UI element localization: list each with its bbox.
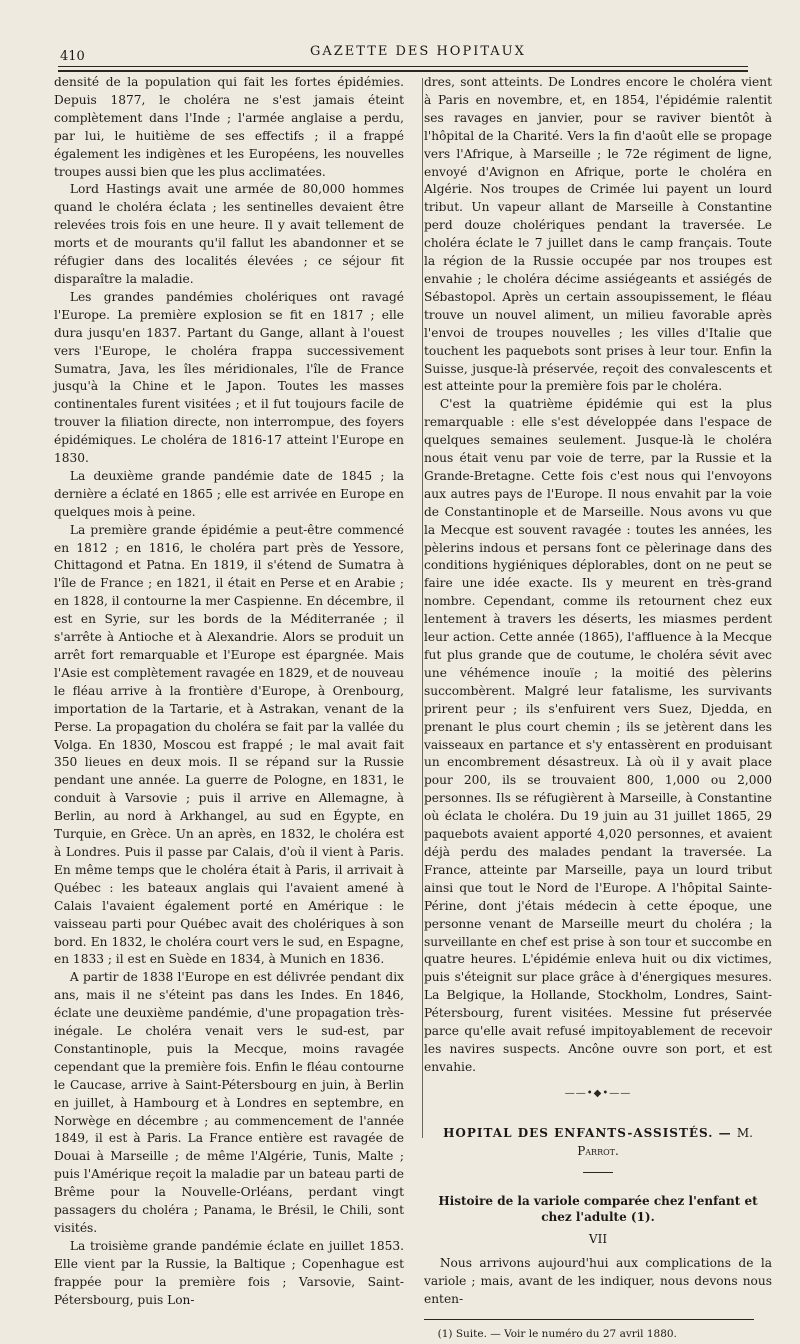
paragraph: La troisième grande pandémie éclate en juillet 1853. Elle vient par la Russie, la Baltique ; Copenhague est frappée pour la première fois ; Varsovie, Saint-Pétersbourg, puis Lon-	[54, 1238, 404, 1307]
header-rule	[58, 66, 748, 67]
paragraph: La première grande épidémie a peut-être commencé en 1812 ; en 1816, le choléra part près de Yessore, Chittagond et Patna. En 1819, il s'étend de Sumatra à l'île de France ; en 1821, il était en Perse et en Arabie ; en 1828, il contourne la mer Caspienne. En décembre, il est en Syrie, sur les bords de la Méditerranée ; il s'arrête à Antioche et à Alexandrie. Alors se produit un arrêt fort remarquable et l'Europe est épargnée. Mais l'Asie est complètement ravagée en 1829, et de nouveau le fléau arrive à la frontière d'Europe, à Orenbourg, importation de la Tartarie, et à Astrakan, venant de la Perse. La propagation du choléra se fait par la vallée du Volga. En 1830, Moscou est frappé ; le mal avait fait 350 lieues en deux mois. Il se répand sur la Russie pendant une année. La guerre de Pologne, en 1831, le conduit à Varsovie ; puis il arrive en Allemagne, à Berlin, au nord à Arkhangel, au sud en Égypte, en Turquie, en Grèce. Un an après, en 1832, le choléra est à Londres. Puis il passe par Calais, d'où il vient à Paris. En même temps que le choléra était à Paris, il arrivait à Québec : les bateaux anglais qui l'avaient amené à Calais l'avaient également porté en Amérique : le vaisseau parti pour Québec avait des cholériques à son bord. En 1832, le choléra court vers le sud, en Espagne, en 1833 ; il est en Suède en 1834, à Munich en 1836.	[54, 522, 404, 967]
section-heading	[424, 1125, 772, 1161]
ornamental-separator: ——•◆•——	[564, 1087, 632, 1099]
footnote: (1) Suite. — Voir le numéro du 27 avril 1880.	[437, 1328, 677, 1341]
article-title: Histoire de la variole comparée chez l'enfant et chez l'adulte (1).	[438, 1194, 758, 1225]
page-number: 410	[60, 49, 85, 64]
paragraph: Les grandes pandémies cholériques ont ravagé l'Europe. La première explosion se fit en 1817 ; elle dura jusqu'en 1837. Partant du Gange, allant à l'ouest vers l'Europe, le choléra frappa successivement Sumatra, Java, les îles méridionales, l'île de France jusqu'à la Chine et le Japon. Toutes les masses continentales furent visitées ; et il fut toujours facile de trouver la filiation directe, non interrompue, des foyers épidémiques. Le choléra de 1816-17 atteint l'Europe en 1830.	[54, 289, 404, 466]
left-column	[54, 74, 404, 1310]
paragraph: densité de la population qui fait les fortes épidémies. Depuis 1877, le choléra ne s'est jamais éteint complètement dans l'Inde ; l'armée anglaise a perdu, par lui, le huitième de ses effectifs ; il a frappé également les indigènes et les Européens, les nouvelles troupes aussi bien que les plus acclimatées.	[54, 75, 404, 179]
column-divider	[422, 78, 423, 1138]
part-number: VII	[588, 1232, 608, 1247]
section-author: M. Parrot.	[577, 1125, 753, 1158]
paragraph: La deuxième grande pandémie date de 1845 ; la dernière a éclaté en 1865 ; elle est arrivée en Europe en quelques mois à peine.	[54, 468, 404, 519]
paragraph: Lord Hastings avait une armée de 80,000 hommes quand le choléra éclata ; les sentinelles devaient être relevées trois fois en une heure. Il y avait tellement de morts et de mourants qu'il fallut les abandonner et se réfugier dans des localités élevées ; ce séjour fit disparaître la maladie.	[54, 182, 404, 286]
short-rule	[583, 1172, 613, 1173]
paragraph: dres, sont atteints. De Londres encore le choléra vient à Paris en novembre, et, en 1854, l'épidémie ralentit ses ravages en janvier, pour se raviver bientôt à l'hôpital de la Charité. Vers la fin d'août elle se propage vers l'Afrique, à Marseille ; le 72e régiment de ligne, envoyé d'Avignon en Afrique, porte le choléra en Algérie. Nos troupes de Crimée lui payent un lourd tribut. Un vapeur allant de Marseille à Constantine perd douze cholériques pendant la traversée. Le choléra éclate le 7 juillet dans le camp français. Toute la région de la Russie occupée par nos troupes est envahie ; le choléra décime assiégeants et assiégés de Sébastopol. Après un certain assoupissement, le fléau trouve un nouvel aliment, un milieu favorable après l'envoi de troupes nouvelles ; les villes d'Italie que touchent les paquebots sont prises à leur tour. Enfin la Suisse, jusque-là préservée, reçoit des convalescents et est atteinte pour la première fois par le choléra.	[424, 75, 772, 394]
paragraph: A partir de 1838 l'Europe en est délivrée pendant dix ans, mais il ne s'éteint pas dans les Indes. En 1846, éclate une deuxième pandémie, d'une propagation très-inégale. Le choléra venait vers le sud-est, par Constantinople, puis la Mecque, moins ravagée cependant que la première fois. Enfin le fléau contourne le Caucase, arrive à Saint-Pétersbourg en juin, à Berlin en juillet, à Hambourg et à Londres en septembre, en Norwège en décembre ; au commencement de l'année 1849, il est à Paris. La France entière est ravagée de Douai à Marseille ; de même l'Algérie, Tunis, Malte ; puis l'Amérique reçoit la maladie par un bateau parti de Brême pour la Nouvelle-Orléans, perdant vingt passagers du choléra ; Panama, le Brésil, le Chili, sont visités.	[54, 970, 404, 1235]
paragraph: Nous arrivons aujourd'hui aux complications de la variole ; mais, avant de les indiquer, nous devons nous enten-	[424, 1256, 772, 1307]
right-column	[424, 74, 772, 1344]
running-title: GAZETTE DES HOPITAUX	[310, 44, 526, 59]
footnote-rule	[424, 1319, 754, 1320]
section-title: HOPITAL DES ENFANTS-ASSISTÉS. —	[443, 1125, 732, 1140]
header-rule-thick	[58, 70, 748, 72]
paragraph: C'est la quatrième épidémie qui est la plus remarquable : elle s'est développée dans l'espace de quelques semaines seulement. Jusque-là le choléra nous était venu par voie de terre, par la Russie et la Grande-Bretagne. Cette fois c'est nous qui l'envoyons aux autres pays de l'Europe. Il nous envahit par la voie de Constantinople et de Marseille. Nous avons vu que la Mecque est souvent ravagée : toutes les années, les pèlerins indous et persans font ce pèlerinage dans des conditions hygiéniques déplorables, dont on ne peut se faire une idée exacte. Ils y meurent en très-grand nombre. Cependant, comme ils retournent chez eux lentement à travers les déserts, les miasmes perdent leur action. Cette année (1865), l'affluence à la Mecque fut plus grande que de coutume, le choléra sévit avec une véhémence inouïe ; la moitié des pèlerins succombèrent. Malgré leur fatalisme, les survivants prirent peur ; ils s'enfuirent vers Suez, Djedda, en prenant le plus court chemin ; ils se jetèrent dans les vaisseaux en partance et s'y entassèrent en produisant un encombrement désastreux. Là où il y avait place pour 200, ils se trouvaient 800, 1,000 ou 2,000 personnes. Ils se réfugièrent à Marseille, à Constantine où éclata le choléra. Du 19 juin au 31 juillet 1865, 29 paquebots avaient apporté 4,020 personnes, et avaient déjà perdu des malades pendant la traversée. La France, atteinte par Marseille, paya un lourd tribut ainsi que tout le Nord de l'Europe. A l'hôpital Sainte-Périne, dont j'étais médecin à cette époque, une personne venant de Marseille meurt du choléra ; la surveillante en chef est prise à son tour et succombe en quatre heures. L'épidémie enleva huit ou dix victimes, puis s'éteignit sur place grâce à d'énergiques mesures. La Belgique, la Hollande, Stockholm, Londres, Saint-Pétersbourg, furent visitées. Messine fut préservée parce qu'elle avait refusé impitoyablement de recevoir les navires suspects. Ancône ouvre son port, et est envahie.	[424, 397, 772, 1074]
